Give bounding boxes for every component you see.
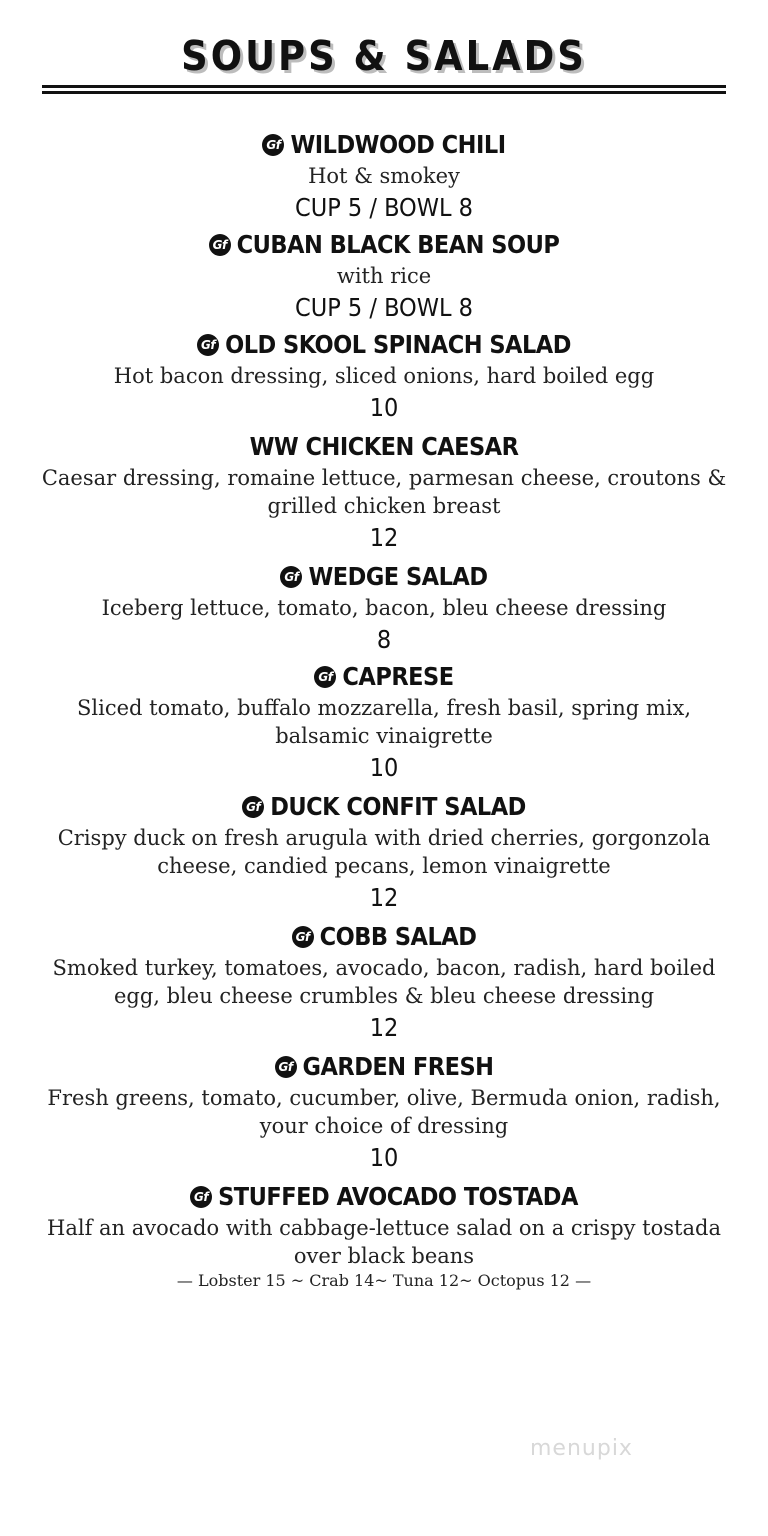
menu-item-description: Hot & smokey <box>308 164 460 188</box>
menu-item-description: Half an avocado with cabbage-lettuce salad on a crispy tostada over black beans <box>47 1216 721 1268</box>
gluten-free-icon: Gf <box>197 334 219 356</box>
menu-item-name <box>0 1180 768 1214</box>
menu-list <box>0 128 768 1292</box>
gluten-free-icon: Gf <box>262 134 284 156</box>
menu-item-price: 12 <box>369 523 399 552</box>
menu-item-price: CUP 5 / BOWL 8 <box>295 293 473 322</box>
menu-item <box>0 128 768 226</box>
menu-item-description: Iceberg lettuce, tomato, bacon, bleu cheese dressing <box>101 596 667 620</box>
menu-item-name <box>0 430 768 464</box>
menu-item-price: CUP 5 / BOWL 8 <box>295 193 473 222</box>
title-divider-top <box>42 85 726 88</box>
menu-item-title: GARDEN FRESH <box>302 1052 494 1081</box>
menu-item-description: Smoked turkey, tomatoes, avocado, bacon, radish, hard boiled egg, bleu cheese crumbles & bleu cheese dressing <box>52 956 716 1008</box>
menu-item <box>0 660 768 786</box>
menu-item <box>0 328 768 426</box>
gluten-free-icon: Gf <box>292 926 314 948</box>
menu-item <box>0 430 768 556</box>
menu-item-description: Hot bacon dressing, sliced onions, hard boiled egg <box>113 364 655 388</box>
gluten-free-icon: Gf <box>190 1186 212 1208</box>
menu-item-description: Caesar dressing, romaine lettuce, parmesan cheese, croutons & grilled chicken breast <box>41 466 727 518</box>
menu-item-description: Crispy duck on fresh arugula with dried cherries, gorgonzola cheese, candied pecans, lemon vinaigrette <box>57 826 711 878</box>
title-divider-bottom <box>42 91 726 94</box>
menu-item-name <box>0 328 768 362</box>
menu-item-price: 12 <box>369 883 399 912</box>
menu-item <box>0 228 768 326</box>
menu-item-name <box>0 128 768 162</box>
menu-item-name <box>0 560 768 594</box>
gluten-free-icon: Gf <box>242 796 264 818</box>
menu-item <box>0 790 768 916</box>
watermark: menupix <box>530 1436 633 1461</box>
menu-item <box>0 560 768 658</box>
menu-item-title: DUCK CONFIT SALAD <box>270 792 526 821</box>
page-title: SOUPS & SALADS <box>181 32 587 80</box>
menu-item-name <box>0 1050 768 1084</box>
menu-item-name <box>0 228 768 262</box>
menu-item <box>0 920 768 1046</box>
menu-item-title: STUFFED AVOCADO TOSTADA <box>218 1182 578 1211</box>
menu-item <box>0 1180 768 1292</box>
menu-item-description: with rice <box>336 264 432 288</box>
menu-item-price: 8 <box>376 625 392 654</box>
menu-item-name <box>0 790 768 824</box>
menu-item-name <box>0 920 768 954</box>
menu-item-title: WILDWOOD CHILI <box>290 130 506 159</box>
gluten-free-icon: Gf <box>209 234 231 256</box>
gluten-free-icon: Gf <box>314 666 336 688</box>
menu-item-title: CUBAN BLACK BEAN SOUP <box>236 230 560 259</box>
menu-item-title: OLD SKOOL SPINACH SALAD <box>225 330 571 359</box>
menu-item-title: CAPRESE <box>342 662 454 691</box>
menu-item-price: 10 <box>369 393 399 422</box>
menu-item <box>0 1050 768 1176</box>
menu-item-price: 10 <box>369 1143 399 1172</box>
menu-item-description: Fresh greens, tomato, cucumber, olive, Bermuda onion, radish, your choice of dressing <box>47 1086 721 1138</box>
menu-item-title: WEDGE SALAD <box>308 562 488 591</box>
gluten-free-icon: Gf <box>275 1056 297 1078</box>
menu-item-name <box>0 660 768 694</box>
menu-item-price: 12 <box>369 1013 399 1042</box>
menu-item-title: COBB SALAD <box>319 922 477 951</box>
menu-item-title: WW CHICKEN CAESAR <box>249 432 519 461</box>
menu-item-price: 10 <box>369 753 399 782</box>
menu-item-addons: — Lobster 15 ~ Crab 14~ Tuna 12~ Octopus 12 — <box>176 1271 592 1290</box>
gluten-free-icon: Gf <box>280 566 302 588</box>
menu-item-description: Sliced tomato, buffalo mozzarella, fresh basil, spring mix, balsamic vinaigrette <box>77 696 691 748</box>
